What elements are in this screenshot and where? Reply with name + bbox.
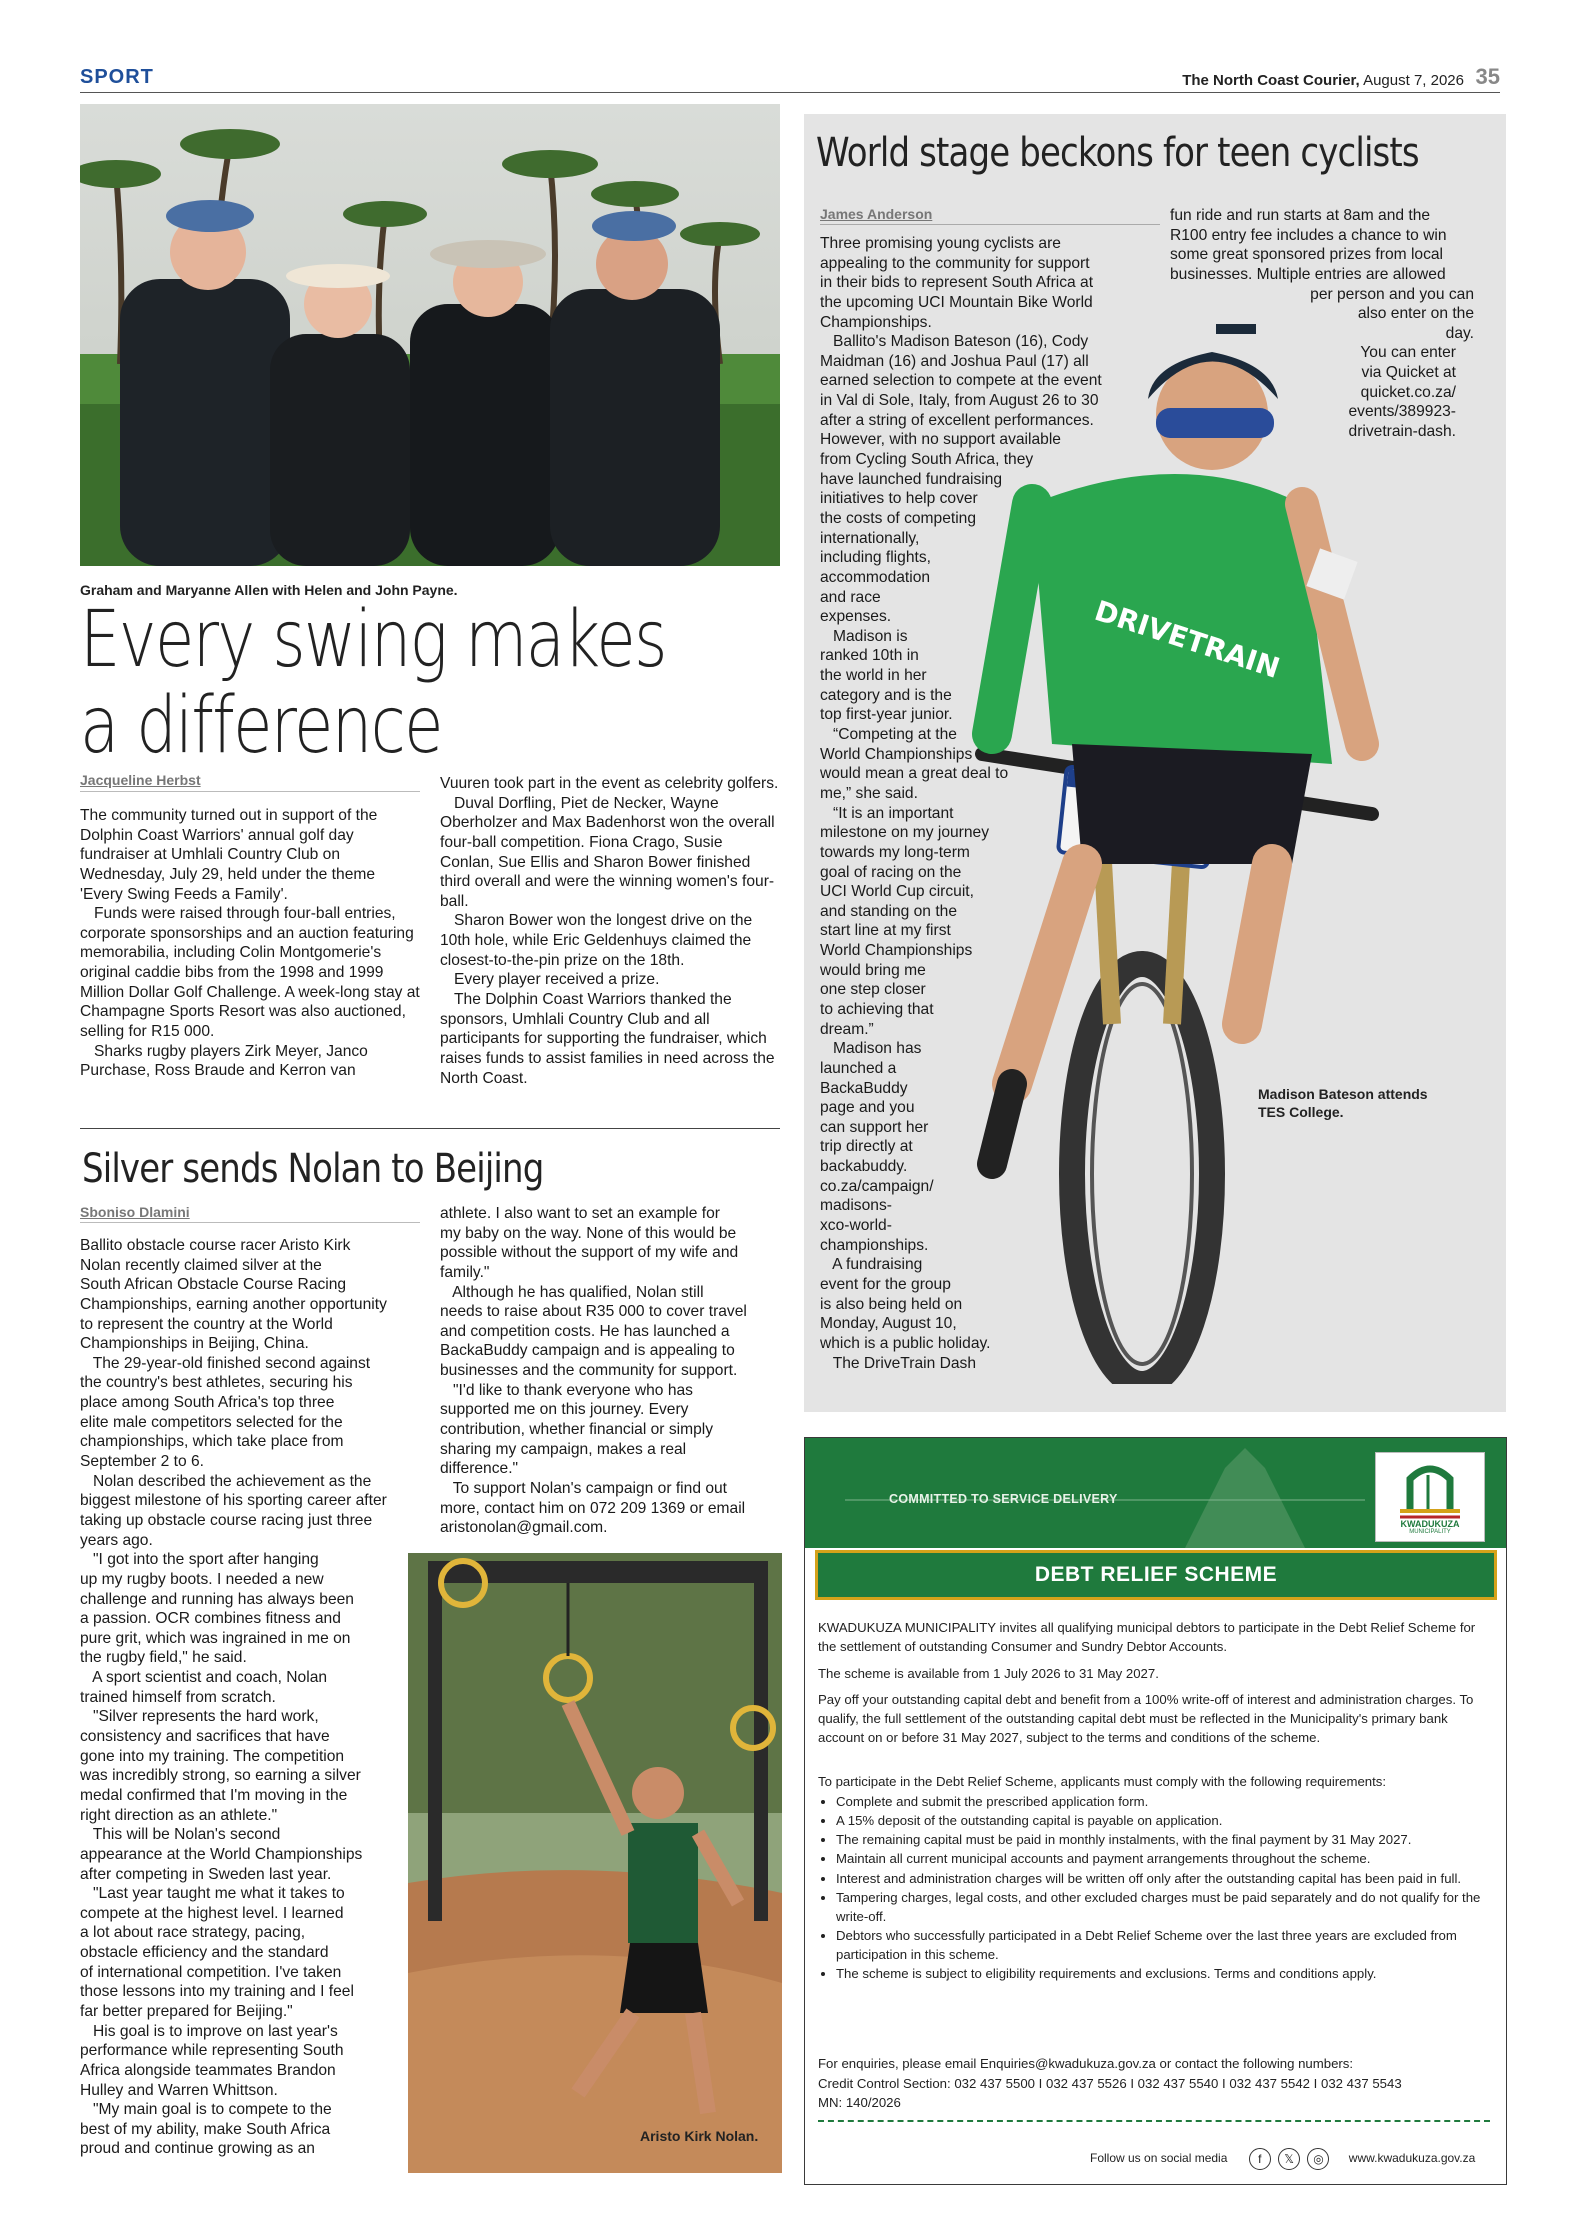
masthead [1182, 72, 1464, 89]
nolan-text-line: family." [440, 1263, 490, 1281]
cyclists-text-line: day. [1445, 324, 1474, 342]
nolan-text-line: September 2 to 6. [80, 1453, 204, 1471]
nolan-text-line: "Last year taught me what it takes to [80, 1885, 345, 1903]
nolan-text-line: and competition costs. He has launched a [440, 1322, 730, 1340]
nolan-text-line: place among South Africa's top three [80, 1394, 335, 1412]
cyclists-text-line: me,” she said. [820, 784, 918, 802]
jersey-text: DRIVETRAIN [1090, 594, 1284, 685]
cyclists-text-line: initiatives to help cover [820, 490, 978, 508]
cyclists-text-line: would bring me [820, 961, 926, 979]
cyclists-text-line: after a string of excellent performances. [820, 411, 1094, 429]
nolan-text-line: Although he has qualified, Nolan still [440, 1283, 704, 1301]
advert-availability: The scheme is available from 1 July 2026 to 31 May 2027. [818, 1666, 1159, 1681]
cyclists-text-line: have launched fundraising [820, 470, 1003, 488]
advert-requirements [818, 1792, 1494, 1983]
nolan-column-1 [80, 1236, 425, 2159]
nolan-text-line: Africa alongside teammates Brandon [80, 2061, 336, 2079]
nolan-text-line: His goal is to improve on last year's [80, 2022, 338, 2040]
golf-headline-line2: a difference [80, 681, 442, 771]
nolan-text-line: right direction as an athlete." [80, 1806, 278, 1824]
cyclists-text-line: trip directly at [820, 1138, 913, 1156]
cyclists-text-line: can support her [820, 1118, 929, 1136]
cyclists-column-1 [820, 234, 1200, 1373]
golf-paragraph: Every player received a prize. [454, 971, 660, 989]
requirement-item: • The remaining capital must be paid in monthly instalments, with the final payment by 31 May 2027. [836, 1830, 1494, 1849]
golf-headline-line1: Every swing makes [80, 595, 666, 685]
cyclists-text-line: the world in her [820, 667, 927, 685]
cyclists-text-line: would mean a great deal to [820, 765, 1009, 783]
requirement-item: • Interest and administration charges will be written off only after the outstanding capital has been paid in full. [836, 1869, 1494, 1888]
nolan-text-line: the rugby field," he said. [80, 1649, 247, 1667]
nolan-text-line: gone into my training. The competition [80, 1747, 345, 1765]
nolan-text-line: This will be Nolan's second [80, 1826, 281, 1844]
section-label: SPORT [80, 66, 154, 88]
nolan-text-line: best of my ability, make South Africa [80, 2120, 331, 2138]
advert-tagline: COMMITTED TO SERVICE DELIVERY [889, 1492, 1118, 1506]
nolan-text-line: consistency and sacrifices that have [80, 1728, 330, 1746]
nolan-text-line: possible without the support of my wife and [440, 1244, 739, 1262]
nolan-text-line: years ago. [80, 1531, 153, 1549]
cyclists-text-line: xco-world- [820, 1217, 892, 1235]
cyclists-text-line: BackaBuddy [820, 1079, 908, 1097]
cyclists-text-line: the upcoming UCI Mountain Bike World [820, 293, 1093, 311]
nolan-text-line: Championships, earning another opportunity [80, 1295, 387, 1313]
cyclists-text-line: championships. [820, 1236, 929, 1254]
cyclists-text-line: Three promising young cyclists are [820, 235, 1061, 252]
nolan-text-line: businesses and the community for support. [440, 1362, 738, 1380]
cyclists-text-line: launched a [820, 1059, 897, 1077]
nolan-text-line: a lot about race strategy, pacing, [80, 1924, 306, 1942]
cyclists-text-line: dream.” [820, 1020, 874, 1038]
nolan-text-line: taking up obstacle course racing just three [80, 1511, 373, 1529]
cyclists-text-line: Madison has [820, 1040, 922, 1058]
nolan-text-line: challenge and running has always been [80, 1590, 354, 1608]
nolan-text-line: sharing my campaign, makes a real [440, 1440, 687, 1458]
nolan-text-line: medal confirmed that I'm moving in the [80, 1786, 348, 1804]
nolan-text-line: more, contact him on 072 209 1369 or email [440, 1499, 746, 1517]
cyclists-text-line: businesses. Multiple entries are allowed [1170, 265, 1446, 283]
nolan-text-line: BackaBuddy campaign and is appealing to [440, 1342, 735, 1360]
requirement-item: • A 15% deposit of the outstanding capital is payable on application. [836, 1811, 1494, 1830]
cyclists-text-line: is also being held on [820, 1295, 963, 1313]
cyclists-text-line: World Championships [820, 745, 973, 763]
cyclists-text-line: milestone on my journey [820, 824, 990, 842]
requirement-item: • Tampering charges, legal costs, and other excluded charges must be paid separately and do not qualify for the write-off. [836, 1888, 1494, 1926]
advert-payoff: Pay off your outstanding capital debt and benefit from a 100% write-off of interest and administration charges. To qualify, the full settlement of the outstanding capital debt must be reflected in the Municipality's primary bank account on or before 31 May 2027, subject to the terms and conditions of the scheme. [818, 1692, 1474, 1746]
cyclists-text-line: “It is an important [820, 804, 954, 822]
cyclists-text-line: appealing to the community for support [820, 254, 1090, 272]
cyclists-text-line: some great sponsored prizes from local [1170, 246, 1444, 264]
facebook-icon[interactable]: f [1249, 2148, 1271, 2170]
golf-paragraph: Vuuren took part in the event as celebrity golfers. [440, 775, 779, 792]
cyclists-text-line: You can enter [1360, 344, 1456, 362]
nolan-text-line: "My main goal is to compete to the [80, 2101, 332, 2119]
golf-paragraph: Sharks rugby players Zirk Meyer, Janco Purchase, Ross Braude and Kerron van [80, 1042, 368, 1080]
cyclists-text-line: including flights, [820, 549, 931, 567]
nolan-text-line: obstacle efficiency and the standard [80, 1944, 329, 1962]
nolan-text-line: "I got into the sport after hanging [80, 1551, 319, 1569]
cyclists-text-line: R100 entry fee includes a chance to win [1170, 226, 1447, 244]
cyclists-text-line: start line at my first [820, 922, 951, 940]
cyclists-text-line: backabuddy. [820, 1158, 908, 1176]
cyclists-text-line: also enter on the [1357, 305, 1474, 323]
advert-dashed-rule [818, 2120, 1490, 2122]
cyclists-text-line: and standing on the [820, 902, 957, 920]
nolan-text-line: of international competition. I've taken [80, 1963, 342, 1981]
cyclists-text-line: Madison is [820, 627, 908, 645]
nolan-text-line: Championships in Beijing, China. [80, 1335, 309, 1353]
nolan-text-line: to represent the country at the World [80, 1315, 333, 1333]
advert-mn: MN: 140/2026 [818, 2095, 901, 2110]
nolan-text-line: a passion. OCR combines fitness and [80, 1610, 341, 1628]
nolan-text-line: was incredibly strong, so earning a silver [80, 1767, 361, 1785]
cyclists-text-line: via Quicket at [1361, 364, 1456, 382]
cyclists-text-line: event for the group [820, 1275, 951, 1293]
cyclists-text-line: expenses. [820, 608, 892, 626]
nolan-text-line: Nolan recently claimed silver at the [80, 1256, 322, 1274]
cyclists-text-line: the costs of competing [820, 509, 977, 527]
nolan-text-line: performance while representing South [80, 2042, 344, 2060]
cyclists-text-line: The DriveTrain Dash [820, 1354, 976, 1372]
header-rule [80, 92, 1500, 93]
cyclists-text-line: However, with no support available [820, 431, 1061, 449]
cyclists-text-line: co.za/campaign/ [820, 1177, 934, 1195]
nolan-text-line: my baby on the way. None of this would be [440, 1224, 737, 1242]
cyclists-text-line: earned selection to compete at the event [820, 372, 1102, 390]
advert-website[interactable]: www.kwadukuza.gov.za [1348, 2151, 1476, 2166]
golf-column-1 [80, 806, 420, 1081]
advert-credit-control: Credit Control Section: 032 437 5500 I 032 437 5526 I 032 437 5540 I 032 437 5542 I 032 437 5543 [818, 2076, 1402, 2091]
logo-text: KWADUKUZA [1400, 1519, 1460, 1529]
golf-byline-rule [80, 791, 420, 792]
cyclists-text-line: Maidman (16) and Joshua Paul (17) all [820, 352, 1089, 370]
cyclists-text-line: madisons- [820, 1197, 892, 1215]
cyclists-text-line: in Val di Sole, Italy, from August 26 to 30 [820, 392, 1099, 410]
advert-enquiries: For enquiries, please email Enquiries@kwadukuza.gov.za or contact the following numbers: [818, 2056, 1354, 2071]
golf-paragraph: The community turned out in support of the Dolphin Coast Warriors' annual golf day fundraiser at Umhlali Country Club on Wednesday, July 29, held under the theme 'Every Swing Feeds a Family'. [80, 807, 378, 903]
cyclists-text-line: and race [820, 588, 881, 606]
nolan-text-line: elite male competitors selected for the [80, 1413, 343, 1431]
golf-paragraph: Sharon Bower won the longest drive on the 10th hole, while Eric Geldenhuys claimed the closest-to-the-pin prize on the 18th. [440, 912, 753, 969]
nolan-text-line: Ballito obstacle course racer Aristo Kirk [80, 1237, 351, 1254]
nolan-text-line: The 29-year-old finished second against [80, 1354, 371, 1372]
cyclists-story-box [804, 114, 1506, 1412]
nolan-text-line: after competing in Sweden last year. [80, 1865, 332, 1883]
cyclists-text-line: internationally, [820, 529, 920, 547]
nolan-text-line: the country's best athletes, securing his [80, 1374, 353, 1392]
requirement-item: • Complete and submit the prescribed application form. [836, 1792, 1494, 1811]
nolan-photo-caption: Aristo Kirk Nolan. [640, 2128, 759, 2144]
nolan-byline-rule [80, 1222, 420, 1223]
cyclists-text-line: towards my long-term [820, 843, 970, 861]
cyclists-text-line: one step closer [820, 981, 926, 999]
nolan-text-line: To support Nolan's campaign or find out [440, 1479, 728, 1497]
page-number: 35 [1475, 64, 1500, 89]
cyclists-text-line: drivetrain-dash. [1348, 423, 1456, 441]
cyclists-text-line: in their bids to represent South Africa at [820, 274, 1094, 292]
follow-label: Follow us on social media [1090, 2151, 1228, 2166]
golf-photo-caption: Graham and Maryanne Allen with Helen and John Payne. [80, 582, 458, 598]
nolan-text-line: athlete. I also want to set an example for [440, 1205, 720, 1222]
nolan-text-line: contribution, whether financial or simply [440, 1421, 714, 1439]
cyclists-text-line: “Competing at the [820, 726, 957, 744]
nolan-text-line: Hulley and Warren Whittson. [80, 2081, 278, 2099]
cyclists-text-line: UCI World Cup circuit, [820, 883, 974, 901]
x-icon[interactable]: 𝕏 [1278, 2148, 1300, 2170]
nolan-text-line: "Silver represents the hard work, [80, 1708, 319, 1726]
nolan-headline: Silver sends Nolan to Beijing [82, 1146, 544, 1192]
debt-relief-advert [804, 1437, 1507, 2185]
cyclist-caption-line: TES College. [1258, 1103, 1344, 1120]
cyclists-text-line: from Cycling South Africa, they [820, 451, 1034, 469]
cyclists-text-line: events/389923- [1348, 403, 1456, 421]
logo-subtext: MUNICIPALITY [1409, 1529, 1451, 1535]
nolan-text-line: "I'd like to thank everyone who has [440, 1381, 693, 1399]
nolan-text-line: those lessons into my training and I feel [80, 1983, 354, 2001]
nolan-text-line: proud and continue growing as an [80, 2140, 315, 2158]
instagram-icon[interactable]: ◎ [1307, 2148, 1329, 2170]
nolan-text-line: pure grit, which was ingrained in me on [80, 1629, 351, 1647]
golf-paragraph: The Dolphin Coast Warriors thanked the sponsors, Umhlali Country Club and all participants for supporting the fundraiser, which raises funds to assist families in need across the North Coast. [440, 991, 775, 1087]
cyclists-text-line: World Championships [820, 942, 973, 960]
cyclists-text-line: which is a public holiday. [820, 1334, 991, 1352]
cyclists-text-line: Championships. [820, 313, 932, 331]
cyclists-text-line: accommodation [820, 568, 931, 586]
nolan-text-line: biggest milestone of his sporting career after [80, 1492, 387, 1510]
nolan-text-line: difference." [440, 1460, 519, 1478]
cyclists-byline-rule [820, 224, 1160, 225]
advert-intro: KWADUKUZA MUNICIPALITY invites all qualifying municipal debtors to participate in the Debt Relief Scheme for the settlement of outstanding Consumer and Sundry Debtor Accounts. [818, 1620, 1476, 1655]
nolan-text-line: South African Obstacle Course Racing [80, 1276, 347, 1294]
cyclists-column-2 [1170, 206, 1492, 442]
golf-paragraph: Funds were raised through four-ball entries, corporate sponsorships and an auction featuring memorabilia, including Colin Montgomerie's original caddie bibs from the 1998 and 1999 Million Dollar Golf Challenge. A week-long stay at Champagne Sports Resort was also auctioned, selling for R15 000. [80, 905, 420, 1041]
nolan-text-line: championships, which take place from [80, 1433, 344, 1451]
cyclists-text-line: A fundraising [820, 1256, 923, 1274]
requirement-item: • Debtors who successfully participated in a Debt Relief Scheme over the last three years are excluded from participation in this scheme. [836, 1926, 1494, 1964]
paper-name: The North Coast Courier, [1182, 72, 1360, 89]
cyclists-headline: World stage beckons for teen cyclists [816, 130, 1419, 176]
requirement-item: • Maintain all current municipal accounts and payment arrangements throughout the scheme. [836, 1849, 1494, 1868]
golf-column-2 [440, 774, 780, 1088]
nolan-text-line: far better prepared for Beijing." [80, 2002, 293, 2020]
cyclist-caption-line: Madison Bateson attends [1258, 1086, 1428, 1102]
cyclists-text-line: to achieving that [820, 1000, 934, 1018]
advert-social [1090, 2148, 1475, 2170]
cyclists-text-line: page and you [820, 1099, 915, 1117]
issue-date: August 7, 2026 [1363, 72, 1464, 89]
nolan-text-line: Nolan described the achievement as the [80, 1472, 372, 1490]
nolan-text-line: up my rugby boots. I needed a new [80, 1570, 324, 1588]
golf-photo [80, 104, 780, 566]
cyclists-text-line: Ballito's Madison Bateson (16), Cody [820, 333, 1089, 351]
cyclist-caption [1258, 1086, 1428, 1121]
story-divider [80, 1128, 780, 1129]
advert-requirements-intro: To participate in the Debt Relief Scheme, applicants must comply with the following requirements: [818, 1774, 1387, 1789]
nolan-text-line: supported me on this journey. Every [440, 1401, 689, 1419]
nolan-text-line: A sport scientist and coach, Nolan [80, 1669, 328, 1687]
cyclists-text-line: top first-year junior. [820, 706, 953, 724]
golf-byline: Jacqueline Herbst [80, 772, 201, 788]
nolan-text-line: compete at the highest level. I learned [80, 1904, 344, 1922]
nolan-column-2 [440, 1204, 785, 1538]
golf-paragraph: Duval Dorfling, Piet de Necker, Wayne Oberholzer and Max Badenhorst won the overall four-ball competition. Fiona Crago, Susie Conlan, Sue Ellis and Sharon Bower finished third overall and were the winning women's four-ball. [440, 794, 775, 910]
nolan-text-line: needs to raise about R35 000 to cover travel [440, 1303, 747, 1321]
nolan-text-line: appearance at the World Championships [80, 1845, 363, 1863]
advert-title: DEBT RELIEF SCHEME [815, 1550, 1497, 1600]
cyclists-text-line: category and is the [820, 686, 952, 704]
cyclists-text-line: per person and you can [1310, 285, 1474, 303]
nolan-photo [408, 1553, 782, 2173]
nolan-text-line: trained himself from scratch. [80, 1688, 276, 1706]
cyclists-text-line: Monday, August 10, [820, 1315, 957, 1333]
nolan-byline: Sboniso Dlamini [80, 1204, 190, 1220]
cyclists-text-line: quicket.co.za/ [1360, 383, 1456, 401]
kwadukuza-logo [1375, 1452, 1485, 1542]
requirement-item: • The scheme is subject to eligibility requirements and exclusions. Terms and conditions apply. [836, 1964, 1494, 1983]
cyclists-text-line: goal of racing on the [820, 863, 962, 881]
cyclists-text-line: fun ride and run starts at 8am and the [1170, 207, 1431, 224]
advert-banner [805, 1438, 1506, 1548]
cyclists-text-line: ranked 10th in [820, 647, 919, 665]
nolan-text-line: aristonolan@gmail.com. [440, 1519, 608, 1537]
cyclists-byline: James Anderson [820, 206, 933, 222]
